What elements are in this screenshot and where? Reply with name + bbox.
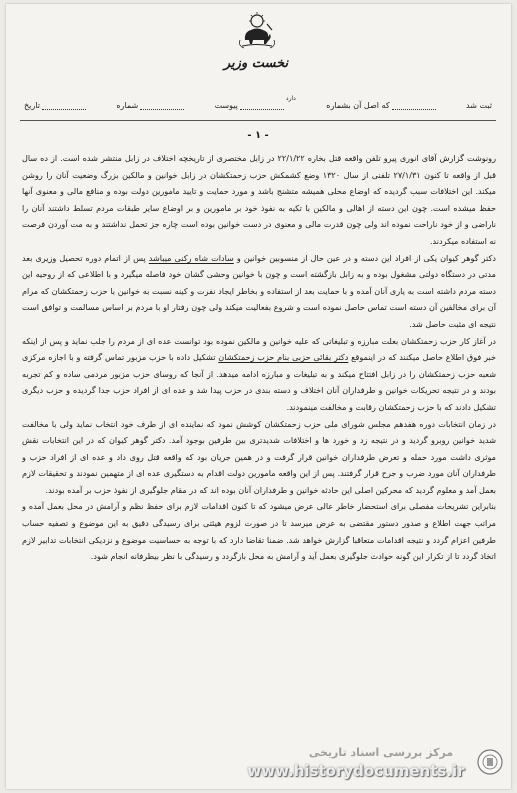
date-label: تاریخ [24,101,40,110]
date-field [24,101,86,110]
number-label: شماره [116,101,139,110]
original-note-label: که اصل آن بشماره [326,101,390,110]
body-paragraph-1: رونوشت گزارش آقای انوری پیرو تلفن واقعه قتل بخاره ۲۲/۱/۲۲ در زابل مختصری از تاریخچه اختلاف در زابل منتشر شده است. از ده سال قبل از واقعه تا کنون ۲۷/۱/۳۱ تلفنی از سال ۱۳۲۰ وضع کشمکش حزب زحمتکشان در زابل خوانین و مالکین بزرگ وضعیت آنان را روشن میکند. این اختلافات سبب گردیده که اوضاع محلی همیشه متشنج باشد و مورد حمایت و تایید مامورین دولت بوده و منافع مالی و معنوی آنها حفظ میشده است. چون این دسته از اهالی و مالکین با تکیه به نفوذ خود بر مامورین و بر اوضاع سایر طبقات مردم تسلط داشتند آنان را ناراضی و از خود ناراحت نموده اند ولی چون قدرت مالی و معنوی در دست خوانین بوده است چاره جز تحمل نداشتند و به مت آوردن فرصت نه استفاده میکردند. [22,153,496,246]
header-divider [20,120,496,121]
date-line [42,101,86,110]
pivot-note: دارد [285,95,296,102]
body-paragraph-3-start: در آغاز کار حزب زحمتکشان بعلت مبارزه و تبلیغاتی که علیه خوانین و مالکین نموده بود توانست عده ای از مردم را جلب نماید و پس از اینکه خبر فوق اطلاع حاصل میکنند که در اینموقع [22,335,496,363]
underlined-phrase-1: سادات شاه رکنی میباشد [148,252,234,263]
body-paragraph-3 [22,333,496,416]
body-paragraph-2 [22,250,496,333]
body-paragraph-2-end: پس از اتمام دوره تحصیل وزیری بعد مدتی در دستگاه دولتی مشغول بوده و به زابل بازگشته است و چون با خوانین وحشی گشان خود فاصله میگیرد و با اطلاعی که از روحیه این دسته مردم داشته است به یاری آنان آمده و با حمایت بعد از استفاده و بخاطر ایجاد نفرت و کینه نسبت به خوانین با حزب زحمتکشان که مرام آن برای مخالفین آن دسته است تماس حاصل نموده است و شروع بفعالیت میکند ولی چون رفتار او با مردم بر اساس مسالمت و توافق است نتیجه ای مثبت حاصل شد. [22,252,496,329]
number-line [140,101,184,110]
body-paragraph-2-start: دکتر گوهر کیوان یکی از افراد این دسته و در عین حال از منسوبین خوانین و [233,252,496,263]
document-meta-row [24,92,492,110]
registered-label: ثبت شد [466,101,492,110]
watermark-text: مرکز بررسی اسناد تاریخی [308,746,454,759]
body-paragraph-5: بنابراین تشریحات مفصلی برای استحضار خاطر عالی عرض میشود که تا کنون اقدامات لازم برای حفظ نظم و آرامش در محل بعمل آمده و مراتب جهت اطلاع و صدور دستور مقتضی به عرض میرسد تا در صورت لزوم هیئتی برای رسیدگی دقیق به این موضوع و تصفیه حساب طرفین اعزام گردد و نتیجه اقدامات متعاقبا گزارش خواهد شد. ضمنا تقاضا دارد که با توجه به حساسیت موضوع و نزدیکی انتخابات تدابیر لازم اتخاذ گردد تا از تکرار این گونه حوادث جلوگیری بعمل آید و آرامش به محل بازگردد و رسیدگی با نظر بیطرفانه انجام شود. [22,501,496,562]
original-note-line [392,101,436,110]
attachment-label: پیوست [214,101,238,110]
body-paragraph-3-end: تشکیل داده با حزب مزبور تماس گرفته و با اجازه مرکزی شعبه حزب زحمتکشان را در زابل افتتاح میکند و به تبلیغات و مبارزه ادامه میدهد. از آنجا که روسای حزب مزبور مردمی ساده و کم تجربه بودند و در نتیجه تحریکات خوانین و طرفداران آنان اختلاف و دسته بندی در حزب پیدا شد و عده ای از افراد حزب جدا گردیده و حزب دیگری تشکیل دادند که با حزب زحمتکشان رقابت و مخالفت مینمودند. [22,352,496,412]
body-paragraph-4: در زمان انتخابات دوره هفدهم مجلس شورای ملی حزب زحمتکشان کوشش نمود که نماینده ای از طرف خود انتخاب نماید ولی با مخالفت شدید خوانین روبرو گردید و در نتیجه زد و خورد ها و اختلافات شدیدتری بین طرفین بوجود آمد. دکتر گوهر کیوان که در این انتخابات نقش موثری داشت مورد حمله و تعرض طرفداران خوانین قرار گرفت و در همین جریان بود که واقعه قتل روی داد و عده ای از افراد حزب و طرفداران آنان مورد ضرب و جرح قرار گرفتند. پس از این واقعه مامورین دولت اقدام به دستگیری عده ای از متهمین نمودند و تحقیقات لازم بعمل آمد و معلوم گردید که محرکین اصلی این حادثه خوانین و طرفداران آنان بوده اند که در مقام جلوگیری از نفوذ حزب بر آمده بودند. [22,418,496,495]
archive-logo-icon [476,748,504,776]
registered-field [466,101,492,110]
watermark-url: www.historydocuments.ir [247,762,465,780]
page-number: - ۱ - [247,130,269,141]
org-title: نخست وزیر [223,56,289,71]
original-note-field [326,101,435,110]
document-page [6,4,511,789]
number-field [116,101,184,110]
letter-body [22,150,496,565]
attachment-field [214,95,296,110]
lion-and-sun-emblem-icon [236,10,278,50]
attachment-line [240,101,284,110]
underlined-phrase-2: دکتر بقائی حزبی بنام حزب زحمتکشان [218,352,349,363]
